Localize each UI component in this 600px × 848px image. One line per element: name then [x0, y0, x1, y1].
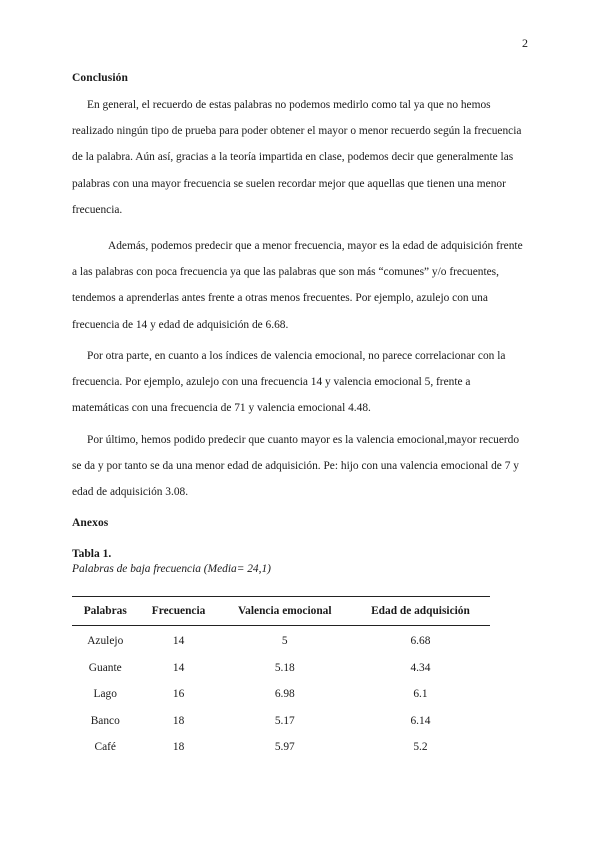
table-caption: Palabras de baja frecuencia (Media= 24,1): [72, 563, 271, 575]
cell-valence: 6.98: [274, 688, 295, 701]
cell-word: Guante: [88, 661, 122, 674]
table-row: [72, 734, 490, 761]
low-frequency-words-table: [72, 596, 490, 761]
table-row: [72, 708, 490, 735]
table-row: [72, 681, 490, 708]
cell-word: Azulejo: [87, 635, 124, 648]
cell-acquisition-age: 5.2: [413, 741, 428, 754]
table-row: [72, 626, 490, 655]
column-header-emotional-valence: Valencia emocional: [219, 597, 351, 626]
column-header-frequency: Frecuencia: [138, 597, 218, 626]
cell-frequency: 18: [172, 714, 185, 727]
conclusion-paragraph-2: Además, podemos predecir que a menor frecuencia, mayor es la edad de adquisición frente a las palabras con poca frecuencia ya que las palabras que son más “comunes” y/o frecuentes, tendemos a aprenderlas antes frente a otras menos frecuentes. Por ejemplo, azulejo con una frecuencia de 14 y edad de adquisición de 6.68.: [72, 240, 523, 331]
conclusion-paragraph-3: Por otra parte, en cuanto a los índices de valencia emocional, no parece correlacionar con la frecuencia. Por ejemplo, azulejo con una frecuencia 14 y valencia emocional 5, frente a matemáticas con una frecuencia de 71 y valencia emocional 4.48.: [72, 350, 506, 415]
cell-valence: 5.18: [274, 661, 295, 674]
cell-valence: 5.17: [274, 714, 295, 727]
table-header-row: [72, 597, 490, 626]
page-number: 2: [522, 36, 528, 50]
cell-word: Café: [94, 741, 116, 754]
cell-acquisition-age: 6.1: [413, 688, 428, 701]
cell-frequency: 14: [172, 661, 185, 674]
cell-acquisition-age: 6.68: [410, 635, 431, 648]
conclusion-paragraph-4: Por último, hemos podido predecir que cuanto mayor es la valencia emocional,mayor recuerdo se da y por tanto se da una menor edad de adquisición. Pe: hijo con una valencia emocional de 7 y edad de adquisición 3.08.: [72, 434, 520, 499]
table-row: [72, 655, 490, 682]
cell-frequency: 18: [172, 741, 185, 754]
cell-valence: 5: [281, 635, 288, 648]
table-label: Tabla 1.: [72, 548, 112, 560]
column-header-words: Palabras: [72, 597, 138, 626]
cell-word: Lago: [93, 688, 117, 701]
conclusion-heading: Conclusión: [72, 72, 128, 84]
cell-valence: 5.97: [274, 741, 295, 754]
cell-word: Banco: [90, 714, 120, 727]
cell-frequency: 16: [172, 688, 185, 701]
cell-acquisition-age: 4.34: [410, 661, 431, 674]
conclusion-paragraph-1: En general, el recuerdo de estas palabras no podemos medirlo como tal ya que no hemos realizado ningún tipo de prueba para poder obtener el mayor o menor recuerdo según la frecuencia de la palabra. Aún así, gracias a la teoría impartida en clase, podemos decir que generalmente las palabras con una mayor frecuencia se suelen recordar mejor que aquellas que tienen una menor frecuencia.: [72, 99, 522, 216]
cell-frequency: 14: [172, 635, 185, 648]
column-header-acquisition-age: Edad de adquisición: [351, 597, 490, 626]
annexes-heading: Anexos: [72, 517, 109, 529]
cell-acquisition-age: 6.14: [410, 714, 431, 727]
